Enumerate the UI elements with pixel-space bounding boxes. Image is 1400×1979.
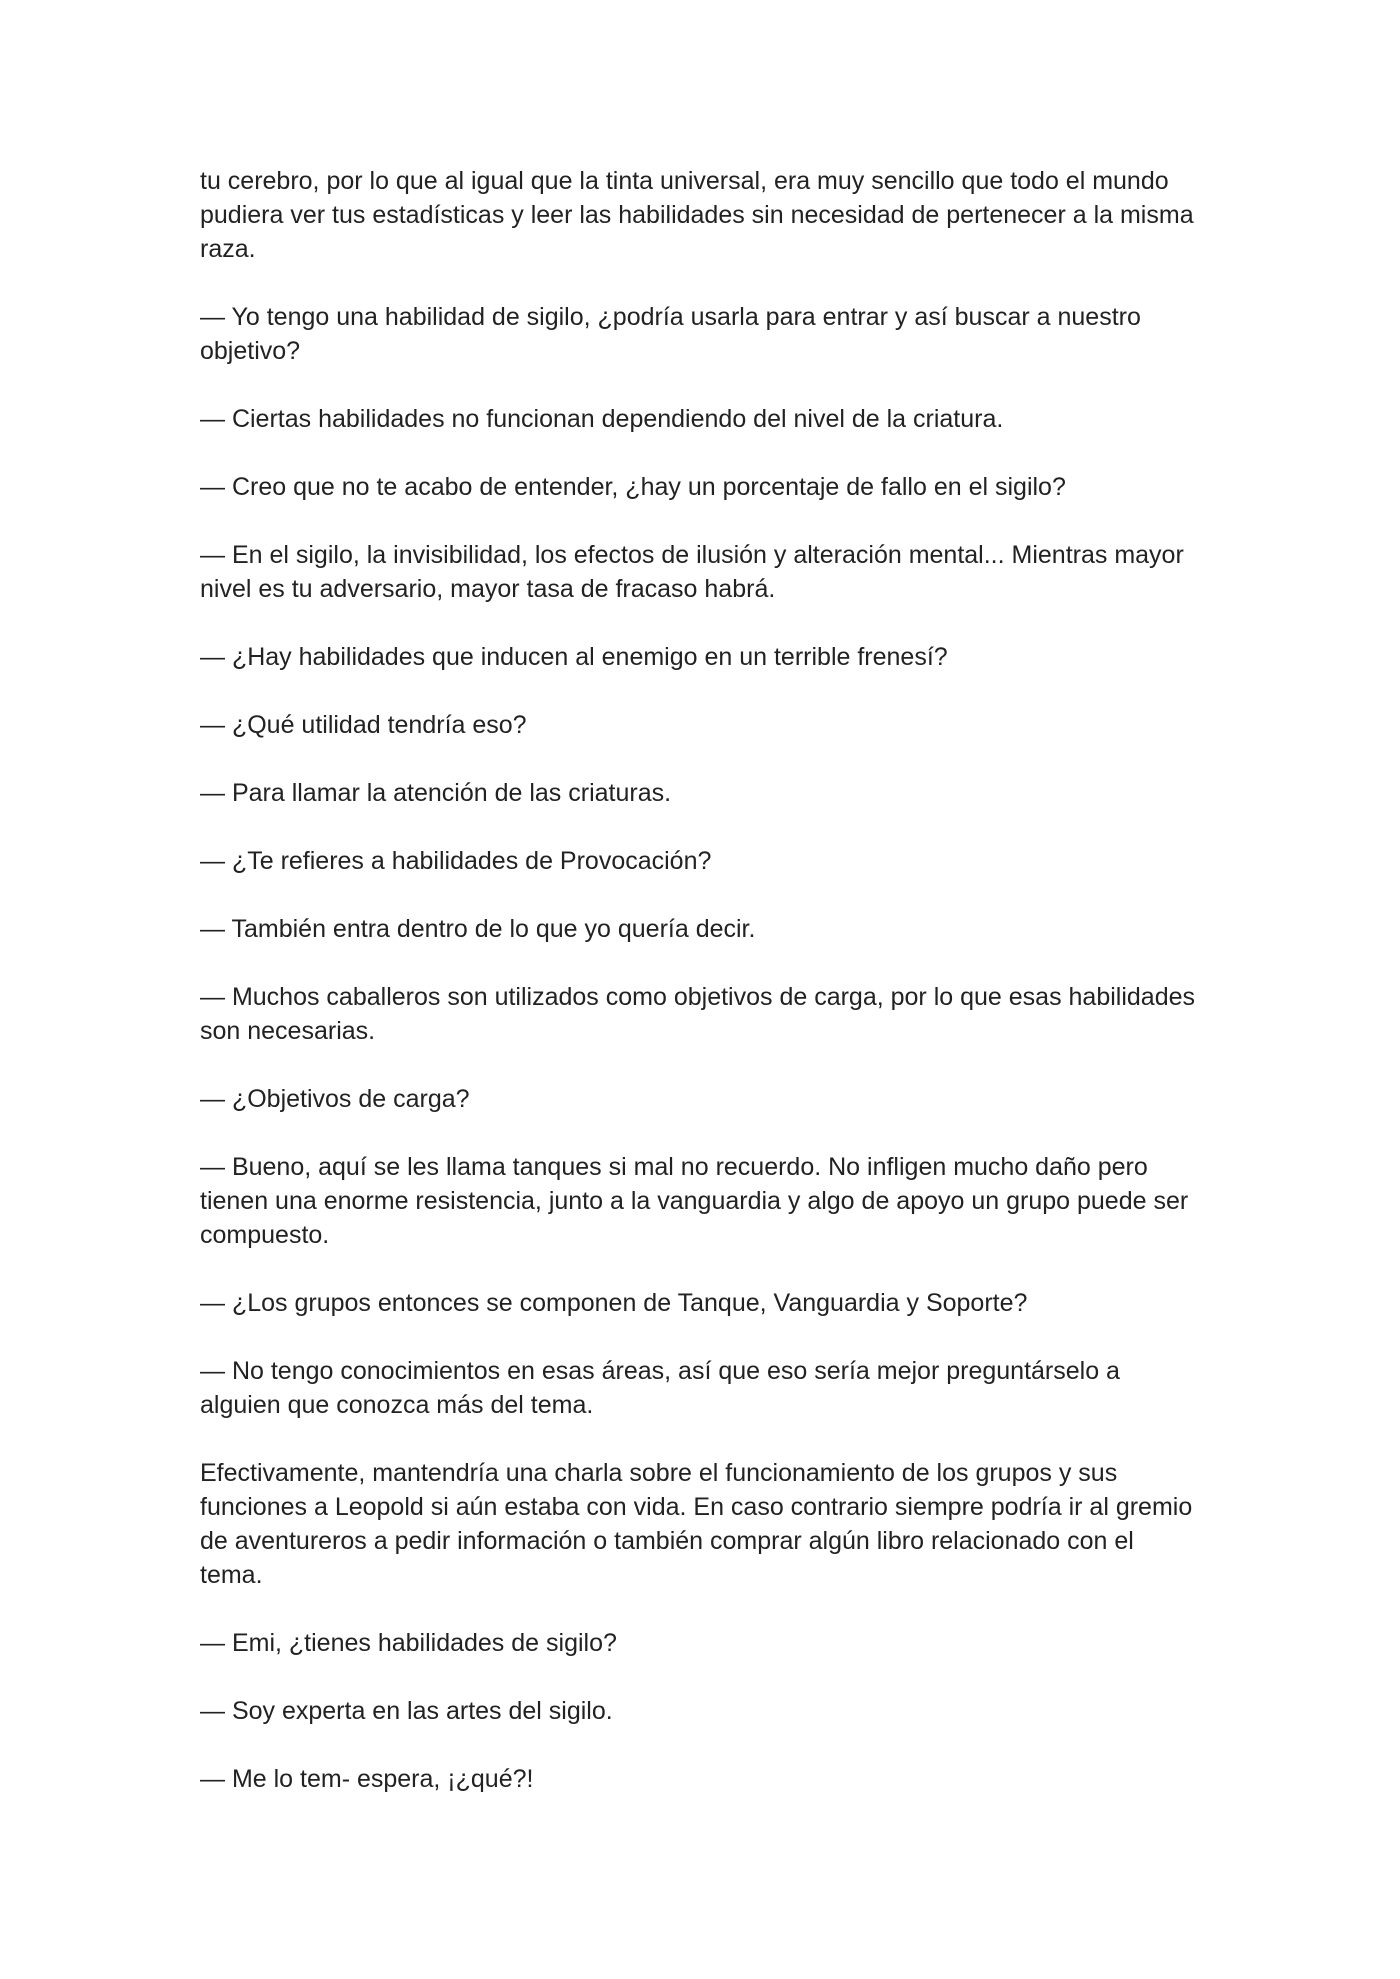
dialogue-line: — Me lo tem- espera, ¡¿qué?!	[200, 1765, 534, 1793]
dialogue-line: — ¿Hay habilidades que inducen al enemigo en un terrible frenesí?	[200, 643, 948, 671]
dialogue-line: — Yo tengo una habilidad de sigilo, ¿podría usarla para entrar y así buscar a nuestro objetivo?	[200, 303, 1141, 365]
dialogue-line: — Creo que no te acabo de entender, ¿hay un porcentaje de fallo en el sigilo?	[200, 473, 1066, 501]
dialogue-line: — ¿Qué utilidad tendría eso?	[200, 711, 527, 739]
dialogue-line: — Soy experta en las artes del sigilo.	[200, 1697, 613, 1725]
dialogue-line: — En el sigilo, la invisibilidad, los efectos de ilusión y alteración mental... Mientras mayor nivel es tu adversario, mayor tasa de fracaso habrá.	[200, 541, 1184, 603]
dialogue-line: — Bueno, aquí se les llama tanques si mal no recuerdo. No infligen mucho daño pero tienen una enorme resistencia, junto a la vanguardia y algo de apoyo un grupo puede ser compuesto.	[200, 1153, 1189, 1249]
dialogue-line: — ¿Objetivos de carga?	[200, 1085, 470, 1113]
dialogue-line: — Para llamar la atención de las criaturas.	[200, 779, 672, 807]
narration-paragraph: Efectivamente, mantendría una charla sobre el funcionamiento de los grupos y sus funciones a Leopold si aún estaba con vida. En caso contrario siempre podría ir al gremio de aventureros a pedir información o también comprar algún libro relacionado con el tema.	[200, 1459, 1193, 1589]
dialogue-line: — Muchos caballeros son utilizados como objetivos de carga, por lo que esas habilidades son necesarias.	[200, 983, 1196, 1045]
dialogue-line: — Ciertas habilidades no funcionan dependiendo del nivel de la criatura.	[200, 405, 1004, 433]
dialogue-line: — Emi, ¿tienes habilidades de sigilo?	[200, 1629, 617, 1657]
dialogue-line: — ¿Los grupos entonces se componen de Tanque, Vanguardia y Soporte?	[200, 1289, 1028, 1317]
dialogue-line: — También entra dentro de lo que yo quería decir.	[200, 915, 756, 943]
dialogue-line: — ¿Te refieres a habilidades de Provocación?	[200, 847, 712, 875]
paragraph: tu cerebro, por lo que al igual que la tinta universal, era muy sencillo que todo el mundo pudiera ver tus estadísticas y leer las habilidades sin necesidad de pertenecer a la misma raza.	[200, 167, 1194, 263]
document-page	[200, 164, 1200, 1830]
dialogue-line: — No tengo conocimientos en esas áreas, así que eso sería mejor preguntárselo a alguien que conozca más del tema.	[200, 1357, 1120, 1419]
